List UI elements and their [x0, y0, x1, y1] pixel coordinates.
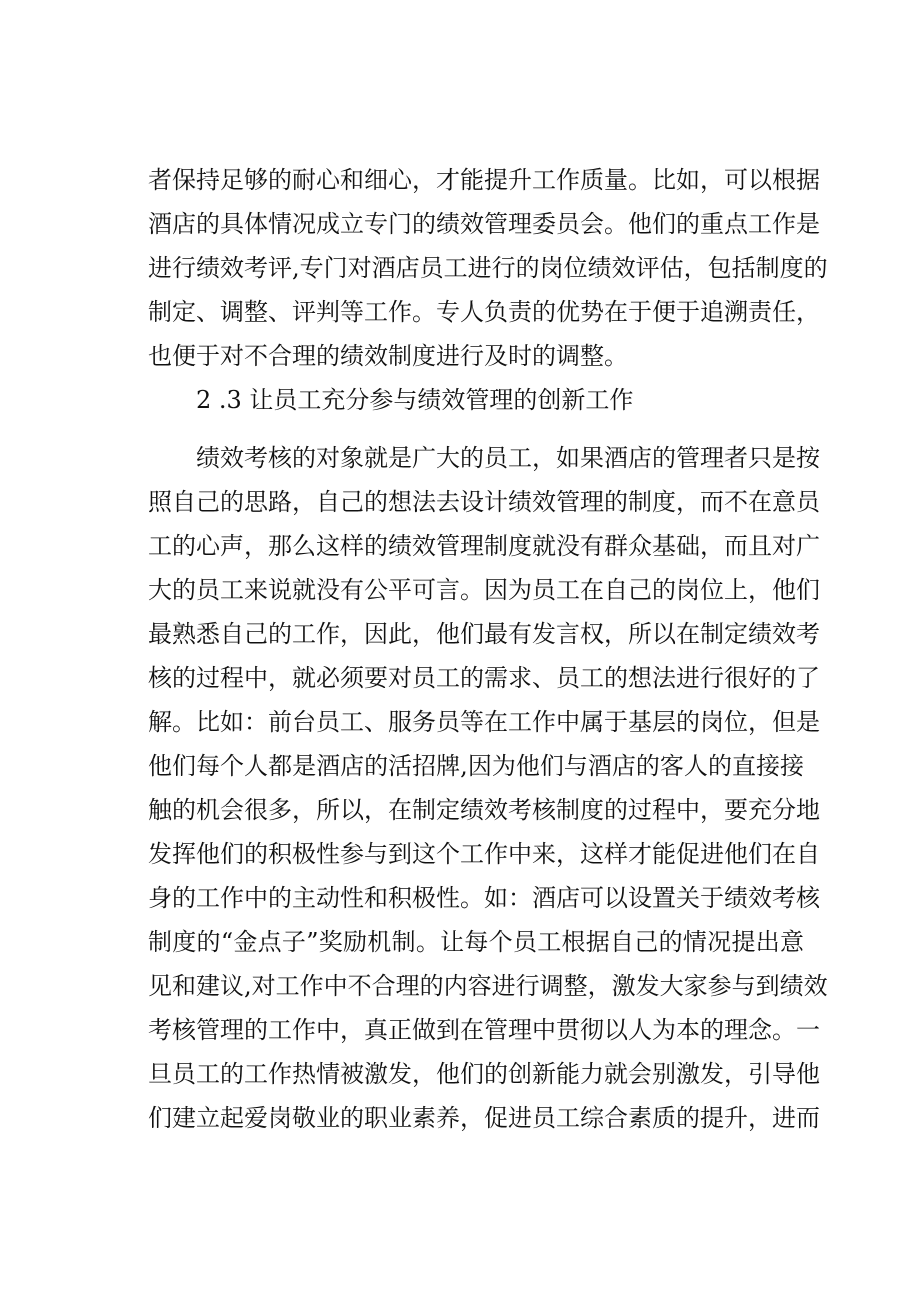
paragraph2-line: 旦员工的工作热情被激发，他们的创新能力就会别激发，引导他	[148, 1060, 820, 1088]
paragraph1-line: 进行绩效考评,专门对酒店员工进行的岗位绩效评估，包括制度的	[148, 254, 828, 282]
paragraph1-line: 制定、调整、评判等工作。专人负责的优势在于便于追溯责任，	[148, 298, 820, 326]
paragraph1-line: 也便于对不合理的绩效制度进行及时的调整。	[148, 342, 628, 370]
paragraph1-line: 酒店的具体情况成立专门的绩效管理委员会。他们的重点工作是	[148, 210, 820, 238]
paragraph2-line: 触的机会很多，所以，在制定绩效考核制度的过程中，要充分地	[148, 796, 820, 824]
paragraph2-line: 发挥他们的积极性参与到这个工作中来，这样才能促进他们在自	[148, 840, 820, 868]
paragraph2-line: 核的过程中，就必须要对员工的需求、员工的想法进行很好的了	[148, 664, 820, 692]
paragraph2-line: 他们每个人都是酒店的活招牌,因为他们与酒店的客人的直接接	[148, 752, 804, 780]
paragraph2-line: 工的心声，那么这样的绩效管理制度就没有群众基础，而且对广	[148, 532, 820, 560]
paragraph2-line: 最熟悉自己的工作，因此，他们最有发言权，所以在制定绩效考	[148, 620, 820, 648]
paragraph2-line: 照自己的思路，自己的想法去设计绩效管理的制度，而不在意员	[148, 488, 820, 516]
paragraph2-line: 考核管理的工作中，真正做到在管理中贯彻以人为本的理念。一	[148, 1016, 820, 1044]
paragraph2-line: 绩效考核的对象就是广大的员工，如果酒店的管理者只是按	[196, 444, 820, 472]
paragraph2-line: 制度的“金点子”奖励机制。让每个员工根据自己的情况提出意	[148, 928, 804, 956]
paragraph2-line: 见和建议,对工作中不合理的内容进行调整，激发大家参与到绩效	[148, 972, 828, 1000]
paragraph2-line: 们建立起爱岗敬业的职业素养，促进员工综合素质的提升，进而	[148, 1104, 820, 1132]
section-heading: 2 .3 让员工充分参与绩效管理的创新工作	[196, 386, 634, 414]
paragraph2-line: 解。比如：前台员工、服务员等在工作中属于基层的岗位，但是	[148, 708, 820, 736]
paragraph1-line: 者保持足够的耐心和细心，才能提升工作质量。比如，可以根据	[148, 166, 820, 194]
paragraph2-line: 大的员工来说就没有公平可言。因为员工在自己的岗位上，他们	[148, 576, 820, 604]
paragraph2-line: 身的工作中的主动性和积极性。如：酒店可以设置关于绩效考核	[148, 884, 820, 912]
